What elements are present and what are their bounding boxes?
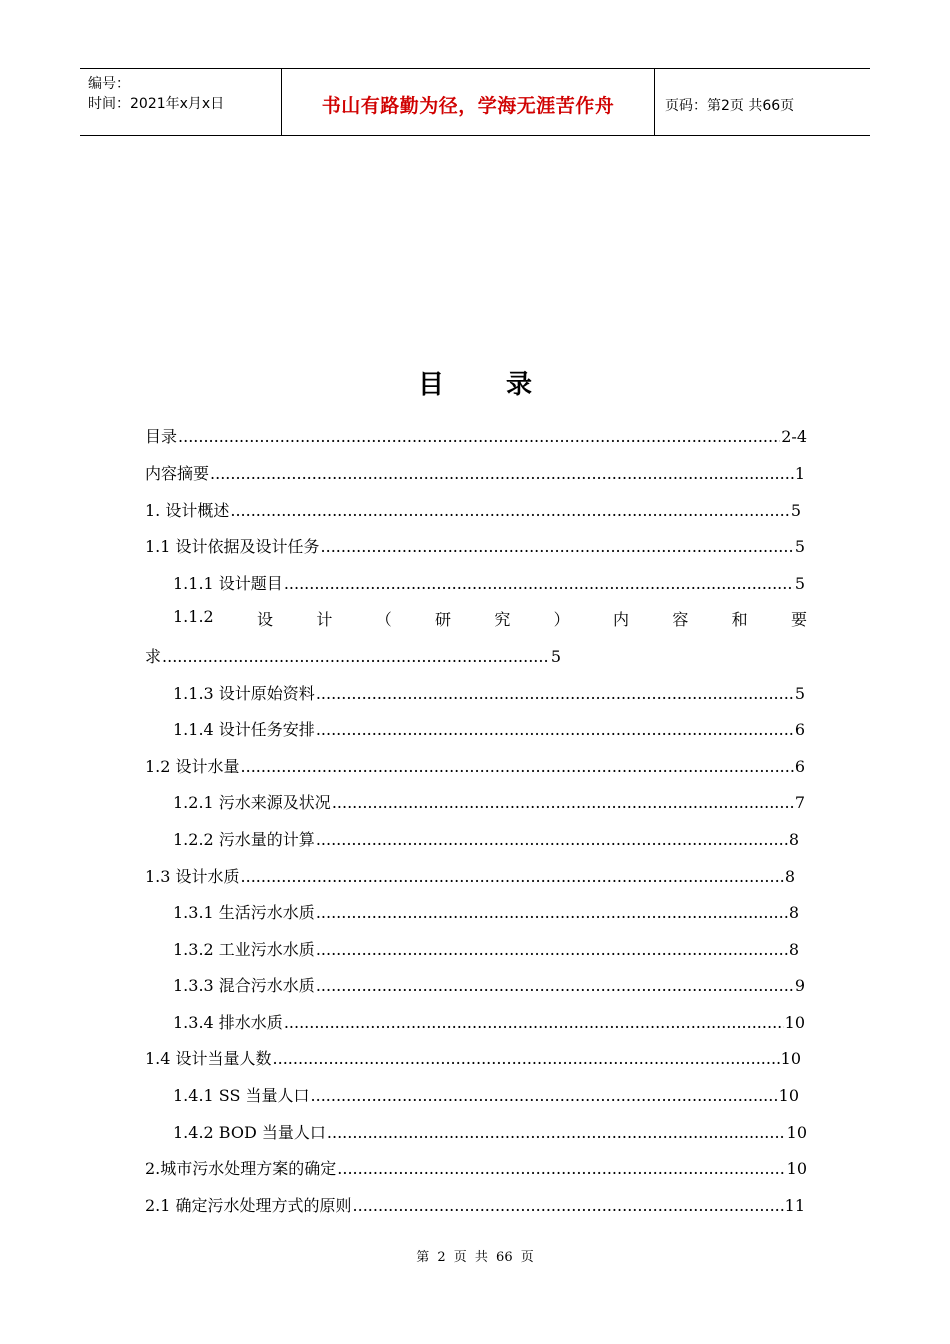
toc-entry[interactable] [173,1120,807,1144]
toc-leader [316,940,788,959]
toc-entry-page: 5 [794,684,805,703]
header-motto-cell [282,69,655,135]
toc-entry[interactable] [145,644,561,668]
toc-entry[interactable] [145,754,805,778]
toc-entry-label: 2.城市污水处理方案的确定 [145,1159,337,1178]
toc-entry-label: 1.3 设计水质 [145,867,240,886]
toc-entry[interactable] [145,461,805,485]
toc-entry-page: 10 [784,1013,805,1032]
toc-split-part: 究 [494,610,511,629]
toc-leader [316,903,788,922]
toc-entry-page: 8 [784,867,795,886]
toc-entry-page: 7 [794,793,805,812]
toc-entry-page: 11 [784,1196,805,1215]
toc-entry-label: 1.3.3 混合污水水质 [173,976,315,995]
toc-split-part: 1.1.2 [173,607,214,626]
toc-leader [316,830,788,849]
toc-split-part: 内 [613,610,630,629]
toc-split-part: 设 [257,610,274,629]
toc-entry[interactable] [173,790,805,814]
toc-leader [316,720,794,739]
toc-entry-label: 2.1 确定污水处理方式的原则 [145,1196,352,1215]
toc-entry[interactable] [173,937,799,961]
toc-entry-page: 6 [794,720,805,739]
toc-entry[interactable] [145,1193,805,1217]
toc-entry[interactable] [145,864,795,888]
toc-leader [273,1049,780,1068]
toc-entry[interactable] [173,681,805,705]
toc-leader [327,1123,786,1142]
toc-entry-label: 1.1 设计依据及设计任务 [145,537,320,556]
toc-split-entry[interactable] [173,607,807,630]
toc-split-part: 研 [435,610,452,629]
toc-leader [241,867,784,886]
toc-split-part: ） [553,610,570,629]
toc-entry-page: 10 [780,1049,801,1068]
toc-entry-label: 1.3.2 工业污水水质 [173,940,315,959]
toc-entry-label: 1.1.4 设计任务安排 [173,720,315,739]
toc-split-part: 计 [316,610,333,629]
header-page-cell [655,69,870,135]
toc-split-part: 和 [731,610,748,629]
toc-entry-label: 1.2 设计水量 [145,757,240,776]
toc-entry-page: 5 [550,647,561,666]
header-page-info: 页码：第2页 共66页 [665,98,795,114]
toc-leader [230,501,789,520]
page-header [80,68,870,136]
toc-entry[interactable] [173,571,805,595]
toc-entry-label: 求 [145,647,162,666]
toc-leader [178,427,780,446]
toc-entry-page: 5 [790,501,801,520]
toc-entry-label: 1.4.1 SS 当量人口 [173,1086,310,1105]
toc-entry-page: 10 [786,1159,807,1178]
toc-entry-label: 1.3.1 生活污水水质 [173,903,315,922]
toc-entry[interactable] [173,900,799,924]
toc-entry[interactable] [173,1010,805,1034]
toc-entry[interactable] [145,1046,801,1070]
toc-leader [321,537,794,556]
toc-entry[interactable] [173,973,805,997]
toc-entry-label: 1.4.2 BOD 当量人口 [173,1123,326,1142]
toc-entry-page: 8 [788,903,799,922]
toc-leader [284,1013,784,1032]
toc-entry[interactable] [173,827,799,851]
toc-entry-label: 1. 设计概述 [145,501,230,520]
toc-entry-page: 1 [794,464,805,483]
toc-leader [241,757,794,776]
header-number-label: 编号： [88,76,130,92]
toc-entry-page: 10 [786,1123,807,1142]
toc-leader [311,1086,778,1105]
toc-entry-page: 5 [794,537,805,556]
toc-entry-page: 8 [788,830,799,849]
toc-leader [316,976,794,995]
toc-entry-label: 1.1.3 设计原始资料 [173,684,315,703]
toc-entry-page: 8 [788,940,799,959]
toc-entry-label: 目录 [145,427,178,446]
toc-leader [316,684,794,703]
toc-entry-label: 1.2.2 污水量的计算 [173,830,315,849]
toc-entry[interactable] [145,534,805,558]
toc-split-part: （ [375,610,392,629]
toc-leader [210,464,794,483]
toc-entry-page: 6 [794,757,805,776]
header-meta-cell [80,69,282,135]
toc-entry-page: 5 [794,574,805,593]
toc-entry-page: 2-4 [781,427,807,446]
toc-entry[interactable] [145,1156,807,1180]
toc-entry-page: 9 [794,976,805,995]
header-motto: 书山有路勤为径，学海无涯苦作舟 [321,95,615,117]
toc-leader [284,574,794,593]
toc-leader [353,1196,784,1215]
toc-entry-label: 1.3.4 排水水质 [173,1013,283,1032]
toc-entry[interactable] [173,1083,799,1107]
header-time-label: 时间：2021年x月x日 [88,96,225,112]
page-footer: 第 2 页 共 66 页 [416,1250,534,1265]
toc-entry-label: 1.4 设计当量人数 [145,1049,272,1068]
page-title: 目录 [417,370,594,400]
toc-entry-page: 10 [778,1086,799,1105]
toc-entry[interactable] [145,498,801,522]
toc-split-part: 要 [790,610,807,629]
toc-leader [337,1159,785,1178]
toc-entry-label: 内容摘要 [145,464,210,483]
toc-entry-label: 1.1.1 设计题目 [173,574,283,593]
toc-entry[interactable] [145,424,807,448]
toc-leader [162,647,550,666]
toc-leader [332,793,794,812]
toc-entry[interactable] [173,717,805,741]
toc-split-part: 容 [672,610,689,629]
toc-entry-label: 1.2.1 污水来源及状况 [173,793,331,812]
